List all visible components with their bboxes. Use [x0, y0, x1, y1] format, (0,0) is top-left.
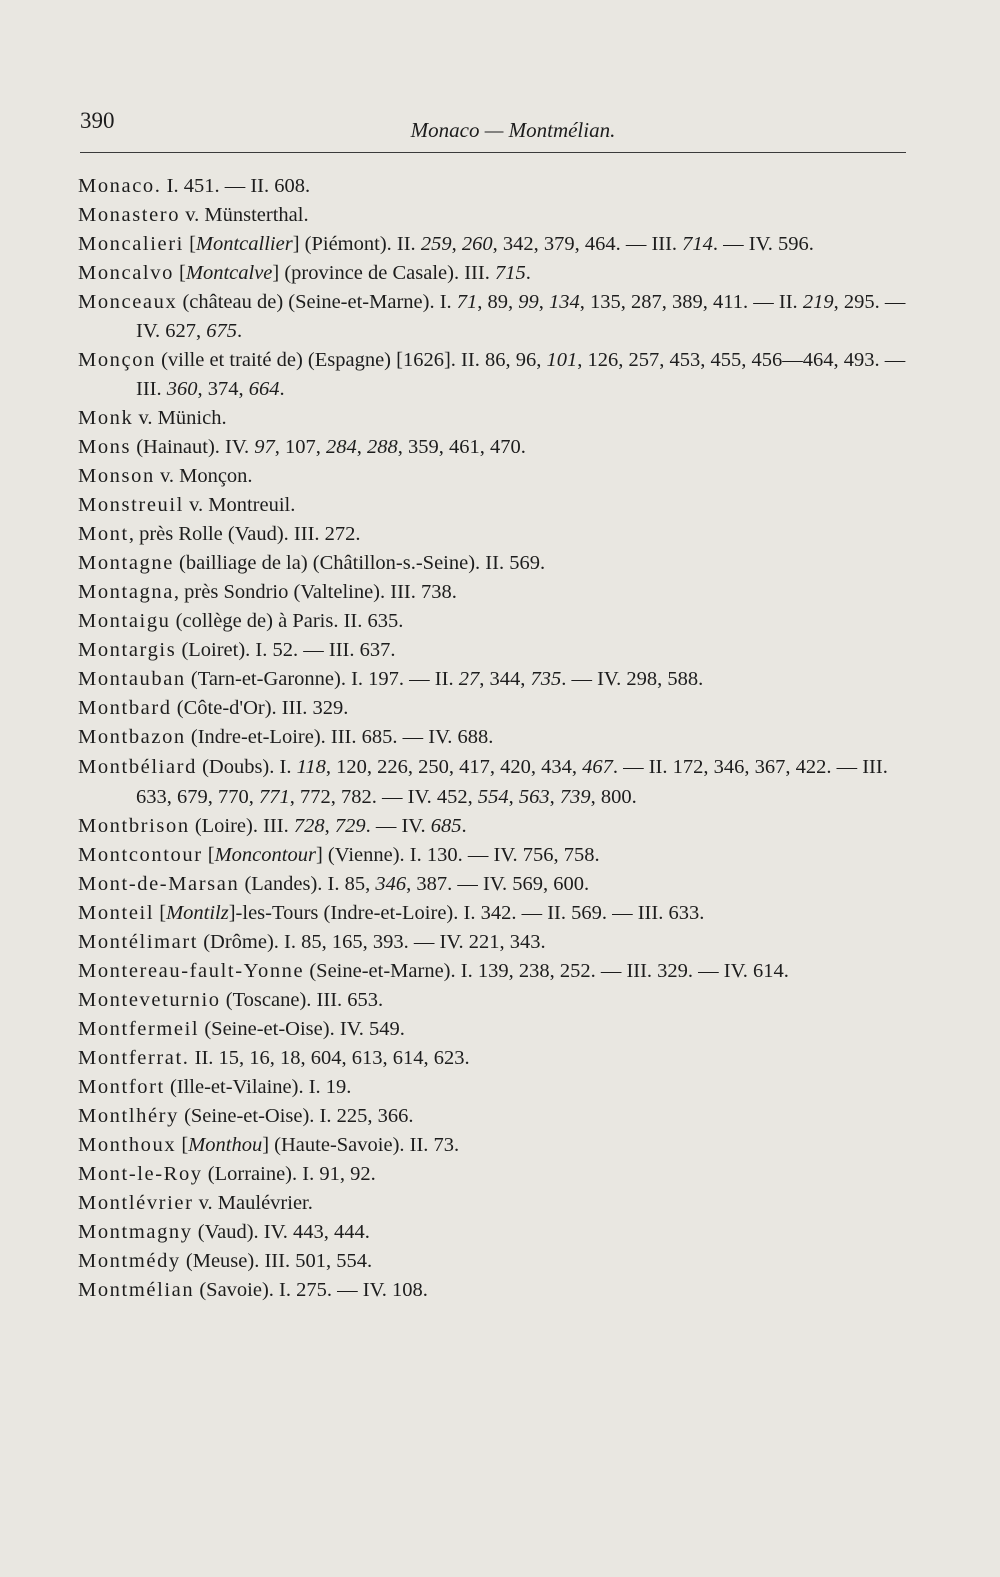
entry-ref: II. 15, 16, 18, 604, 613, 614, 623.	[189, 1047, 470, 1069]
entry-headword: Montereau-fault-Yonne	[78, 960, 305, 982]
entry-ref-italic: 715	[494, 262, 526, 284]
index-entry	[78, 636, 914, 665]
entry-headword: Montlhéry	[78, 1105, 179, 1127]
index-entry	[78, 928, 914, 957]
index-entry	[78, 1015, 914, 1044]
entry-ref-italic: 260	[461, 233, 493, 255]
entry-ref: , 800.	[590, 786, 637, 808]
entry-ref: v. Münich.	[133, 407, 227, 429]
entry-ref: ,	[508, 786, 519, 808]
entry-headword: Monstreuil	[78, 494, 184, 516]
entry-ref: v. Monçon.	[154, 465, 253, 487]
entry-ref-italic: Monthou	[188, 1134, 263, 1156]
index-entry	[78, 230, 914, 259]
index-entry	[78, 752, 914, 812]
entry-headword: Monçon	[78, 349, 156, 371]
page-header	[80, 104, 906, 153]
index-entry	[78, 259, 914, 288]
entry-headword: Montbard	[78, 697, 172, 719]
index-entry	[78, 172, 914, 201]
entry-ref-italic: 219	[802, 291, 834, 313]
index-entry	[78, 520, 914, 549]
entry-ref: , 120, 226, 250, 417, 420, 434,	[325, 756, 583, 778]
entry-ref-italic: 664	[248, 378, 280, 400]
entry-ref-italic: Moncontour	[214, 844, 316, 866]
entry-ref: , 387. — IV. 569, 600.	[406, 873, 590, 895]
entry-ref: [	[154, 902, 167, 924]
entry-headword: Montagne	[78, 552, 174, 574]
index-entry	[78, 694, 914, 723]
entry-ref-italic: 259	[420, 233, 452, 255]
entry-ref: (Savoie). I. 275. — IV. 108.	[194, 1279, 428, 1301]
entry-ref: (Loiret). I. 52. — III. 637.	[176, 639, 396, 661]
index-entry	[78, 957, 914, 986]
entry-ref: (Seine-et-Marne). I. 139, 238, 252. — III. 329. — IV. 614.	[304, 960, 789, 982]
entry-ref-italic: 134	[549, 291, 580, 313]
entry-ref-italic: 728	[293, 815, 325, 837]
index-entry	[78, 665, 914, 694]
entry-ref-italic: 71	[456, 291, 478, 313]
index-entry	[78, 433, 914, 462]
entry-ref: v. Münsterthal.	[180, 204, 309, 226]
entry-ref-italic: 360	[166, 378, 198, 400]
entry-ref: . — IV. 596.	[712, 233, 814, 255]
entry-ref-italic: Montilz	[166, 902, 229, 924]
entry-ref: , 342, 379, 464. — III.	[492, 233, 683, 255]
index-entry	[78, 1189, 914, 1218]
entry-ref: .	[237, 320, 243, 342]
index-entry	[78, 201, 914, 230]
index-entry	[78, 346, 914, 404]
index-entries	[78, 172, 914, 1305]
page-number: 390	[80, 108, 115, 133]
entry-ref-italic: 735	[530, 668, 562, 690]
entry-ref: [	[173, 262, 186, 284]
entry-ref: ] (Piémont). II.	[292, 233, 421, 255]
index-entry	[78, 723, 914, 752]
entry-ref: , près Rolle (Vaud). III. 272.	[128, 523, 361, 545]
entry-ref: (Hainaut). IV.	[131, 436, 255, 458]
entry-ref: , 295. — IV. 627,	[136, 291, 906, 342]
entry-ref-italic: 685	[430, 815, 462, 837]
index-entry	[78, 491, 914, 520]
index-entry	[78, 404, 914, 433]
index-entry	[78, 1044, 914, 1073]
entry-ref-italic: 284	[326, 436, 357, 458]
entry-ref: I. 451. — II. 608.	[161, 175, 311, 197]
entry-headword: Montbazon	[78, 726, 186, 748]
index-entry	[78, 1073, 914, 1102]
index-entry	[78, 1102, 914, 1131]
entry-ref-italic: 714	[682, 233, 713, 255]
entry-ref: (Ille-et-Vilaine). I. 19.	[164, 1076, 352, 1098]
entry-ref: ,	[549, 786, 560, 808]
entry-ref: [	[183, 233, 196, 255]
entry-ref: (Indre-et-Loire). III. 685. — IV. 688.	[185, 726, 494, 748]
entry-ref: [	[176, 1134, 189, 1156]
entry-ref-italic: Montcalve	[185, 262, 273, 284]
entry-ref: , 344,	[479, 668, 531, 690]
entry-headword: Monaco.	[78, 175, 162, 197]
entry-ref: (Seine-et-Oise). IV. 549.	[199, 1018, 405, 1040]
entry-ref: .	[525, 262, 531, 284]
index-entry	[78, 1131, 914, 1160]
entry-ref: (Loire). III.	[189, 815, 294, 837]
entry-headword: Monk	[78, 407, 134, 429]
entry-headword: Moncalvo	[78, 262, 174, 284]
entry-headword: Mont-de-Marsan	[78, 873, 240, 895]
entry-ref: ,	[451, 233, 462, 255]
index-entry	[78, 607, 914, 636]
entry-ref: (château de) (Seine-et-Marne). I.	[177, 291, 457, 313]
entry-headword: Monastero	[78, 204, 181, 226]
entry-headword: Montmédy	[78, 1250, 181, 1272]
entry-ref-italic: 99	[518, 291, 539, 313]
index-entry	[78, 1218, 914, 1247]
entry-ref: (Doubs). I.	[196, 756, 297, 778]
entry-ref: (Landes). I. 85,	[239, 873, 376, 895]
entry-ref: ] (province de Casale). III.	[272, 262, 495, 284]
entry-headword: Montbéliard	[78, 756, 197, 778]
entry-headword: Montferrat.	[78, 1047, 190, 1069]
index-entry	[78, 549, 914, 578]
entry-ref: v. Montreuil.	[183, 494, 296, 516]
entry-headword: Montargis	[78, 639, 177, 661]
entry-ref: , près Sondrio (Valteline). III. 738.	[173, 581, 457, 603]
entry-ref: (Côte-d'Or). III. 329.	[171, 697, 349, 719]
entry-ref: (Lorraine). I. 91, 92.	[202, 1163, 376, 1185]
entry-headword: Mons	[78, 436, 132, 458]
entry-ref-italic: 27	[458, 668, 480, 690]
entry-ref: , 772, 782. — IV. 452,	[289, 786, 478, 808]
entry-ref-italic: 554	[477, 786, 509, 808]
entry-headword: Montfort	[78, 1076, 165, 1098]
entry-ref: , 374,	[197, 378, 249, 400]
entry-ref: .	[461, 815, 467, 837]
entry-headword: Monteveturnio	[78, 989, 221, 1011]
entry-headword: Montmélian	[78, 1279, 195, 1301]
entry-ref: ] (Vienne). I. 130. — IV. 756, 758.	[315, 844, 600, 866]
entry-ref: (Meuse). III. 501, 554.	[180, 1250, 373, 1272]
index-entry	[78, 812, 914, 841]
entry-headword: Montagna	[78, 581, 174, 603]
entry-ref: ,	[356, 436, 368, 458]
entry-ref: (Tarn-et-Garonne). I. 197. — II.	[185, 668, 459, 690]
index-entry	[78, 870, 914, 899]
entry-ref: (Seine-et-Oise). I. 225, 366.	[178, 1105, 414, 1127]
entry-ref: ,	[324, 815, 335, 837]
entry-ref: , 89,	[477, 291, 519, 313]
entry-ref: (Vaud). IV. 443, 444.	[192, 1221, 370, 1243]
entry-ref: . — IV.	[365, 815, 431, 837]
entry-headword: Montbrison	[78, 815, 190, 837]
entry-ref: , 359, 461, 470.	[397, 436, 526, 458]
index-entry	[78, 899, 914, 928]
entry-headword: Moncalieri	[78, 233, 184, 255]
entry-ref-italic: 771	[259, 786, 290, 808]
entry-ref-italic: 118	[296, 756, 326, 778]
entry-ref: (collège de) à Paris. II. 635.	[170, 610, 404, 632]
entry-headword: Montmagny	[78, 1221, 193, 1243]
index-entry	[78, 288, 914, 346]
index-entry	[78, 1276, 914, 1305]
entry-ref: . — II. 172, 346, 367, 422. — III. 633, 679, 770,	[136, 756, 888, 808]
index-entry	[78, 841, 914, 870]
entry-ref: ,	[538, 291, 550, 313]
entry-ref-italic: 346	[375, 873, 407, 895]
entry-ref: (bailliage de la) (Châtillon-s.-Seine). II. 569.	[173, 552, 546, 574]
entry-ref-italic: 101	[546, 349, 578, 371]
index-entry	[78, 578, 914, 607]
entry-ref: , 126, 257, 453, 455, 456—464, 493. — III.	[136, 349, 906, 400]
entry-headword: Montlévrier	[78, 1192, 194, 1214]
entry-ref-italic: 97	[254, 436, 275, 458]
entry-ref: [	[202, 844, 215, 866]
entry-headword: Montauban	[78, 668, 186, 690]
entry-ref: v. Maulévrier.	[193, 1192, 313, 1214]
index-entry	[78, 462, 914, 491]
entry-ref-italic: 467	[582, 756, 613, 778]
entry-ref: (Toscane). III. 653.	[220, 989, 384, 1011]
entry-ref-italic: Montcallier	[195, 233, 293, 255]
running-title: Monaco — Montmélian.	[410, 118, 616, 142]
entry-ref: .	[279, 378, 285, 400]
index-entry	[78, 1247, 914, 1276]
index-entry	[78, 986, 914, 1015]
entry-ref: , 107,	[274, 436, 327, 458]
entry-ref: (ville et traité de) (Espagne) [1626]. II. 86, 96,	[155, 349, 547, 371]
entry-ref-italic: 729	[334, 815, 366, 837]
entry-ref-italic: 675	[206, 320, 237, 342]
entry-headword: Montaigu	[78, 610, 171, 632]
entry-ref: (Drôme). I. 85, 165, 393. — IV. 221, 343.	[198, 931, 546, 953]
entry-ref-italic: 288	[367, 436, 398, 458]
entry-headword: Mont-le-Roy	[78, 1163, 203, 1185]
entry-ref: , 135, 287, 389, 411. — II.	[579, 291, 803, 313]
entry-headword: Mont	[78, 523, 129, 545]
entry-headword: Montélimart	[78, 931, 199, 953]
entry-headword: Monceaux	[78, 291, 178, 313]
entry-headword: Monthoux	[78, 1134, 177, 1156]
entry-ref-italic: 563	[518, 786, 550, 808]
entry-ref: . — IV. 298, 588.	[561, 668, 704, 690]
entry-ref: ] (Haute-Savoie). II. 73.	[262, 1134, 460, 1156]
entry-ref-italic: 739	[559, 786, 591, 808]
entry-headword: Montcontour	[78, 844, 203, 866]
entry-headword: Monteil	[78, 902, 155, 924]
entry-headword: Montfermeil	[78, 1018, 200, 1040]
entry-ref: ]-les-Tours (Indre-et-Loire). I. 342. — II. 569. — III. 633.	[228, 902, 705, 924]
entry-headword: Monson	[78, 465, 155, 487]
index-entry	[78, 1160, 914, 1189]
